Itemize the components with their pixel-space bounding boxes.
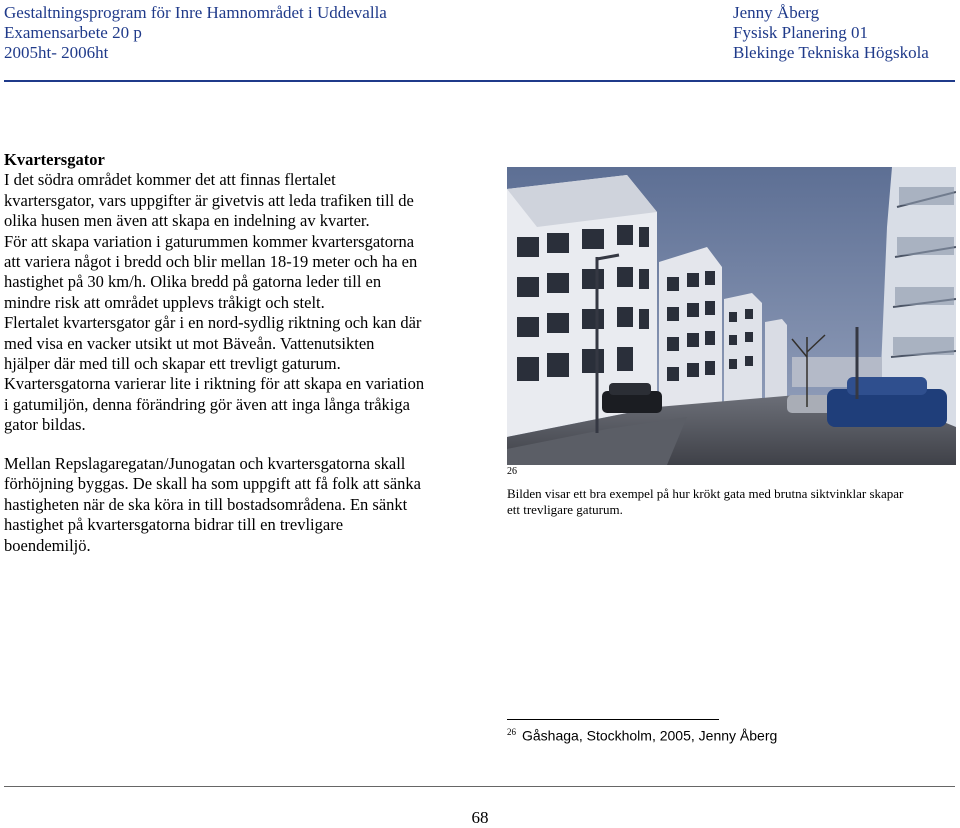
- header-program: Fysisk Planering 01: [733, 23, 869, 42]
- section-kvartersgator: [4, 150, 466, 436]
- paragraph-line: i gatumiljön, denna förändring gör även att inga långa tråkiga: [4, 394, 410, 414]
- footnote-separator: [507, 719, 719, 720]
- paragraph-line: hastigheten när de ska köra in till bostadsområdena. En sänkt: [4, 494, 408, 514]
- paragraph-traffic-calming: [4, 454, 466, 556]
- header-divider: [4, 80, 955, 82]
- paragraph-line: mindre risk att området upplevs tråkigt och stelt.: [4, 292, 325, 312]
- header-school: Blekinge Tekniska Högskola: [733, 43, 929, 62]
- paragraph-line: olika husen men även att skapa en indelning av kvarter.: [4, 211, 370, 231]
- header-term: 2005ht- 2006ht: [4, 43, 109, 62]
- paragraph-line: Mellan Repslagaregatan/Junogatan och kvartersgatorna skall: [4, 454, 406, 473]
- paragraph-line: hastighet på 30 km/h. Olika bredd på gatorna leder till en: [4, 272, 382, 292]
- street-photo: [507, 167, 956, 465]
- footnote-text: Gåshaga, Stockholm, 2005, Jenny Åberg: [522, 727, 778, 744]
- caption-line: Bilden visar ett bra exempel på hur krökt gata med brutna siktvinklar skapar: [507, 486, 904, 501]
- page-number: 68: [471, 808, 489, 827]
- figure-number: 26: [507, 466, 517, 477]
- header-document-title: Gestaltningsprogram för Inre Hamnområdet i Uddevalla: [4, 3, 387, 22]
- paragraph-line: gator bildas.: [4, 415, 86, 435]
- paragraph-line: att variera något i bredd och blir mellan 18-19 meter och ha en: [4, 252, 418, 272]
- footnote: [507, 727, 777, 744]
- paragraph-line: boendemiljö.: [4, 535, 91, 555]
- figure-caption: [507, 486, 959, 518]
- paragraph-line: I det södra området kommer det att finnas flertalet: [4, 170, 336, 190]
- footnote-number: 26: [507, 727, 516, 737]
- section-title: Kvartersgator: [4, 150, 105, 169]
- paragraph-line: förhöjning byggas. De skall ha som uppgift att få folk att sänka: [4, 474, 421, 494]
- paragraph-line: Kvartersgatorna varierar lite i riktning för att skapa en variation: [4, 374, 425, 394]
- footer-divider: [4, 786, 955, 787]
- paragraph-line: Flertalet kvartersgator går i en nord-sydlig riktning och kan där: [4, 313, 422, 333]
- paragraph-line: hjälper där med till och skapar ett trevligt gaturum.: [4, 354, 341, 374]
- header-author: Jenny Åberg: [733, 3, 820, 22]
- paragraph-line: hastighet på kvartersgatorna bidrar till en trevligare: [4, 515, 344, 535]
- header-right: [733, 3, 929, 63]
- paragraph-line: med visa en vacker utsikt ut mot Bäveån. Vattenutsikten: [4, 333, 375, 353]
- header-left: [4, 3, 387, 63]
- paragraph-line: För att skapa variation i gaturummen kommer kvartersgatorna: [4, 231, 415, 251]
- caption-line: ett trevligare gaturum.: [507, 502, 623, 517]
- paragraph-line: kvartersgator, vars uppgifter är givetvis att leda trafiken till de: [4, 190, 414, 210]
- header-course: Examensarbete 20 p: [4, 23, 142, 42]
